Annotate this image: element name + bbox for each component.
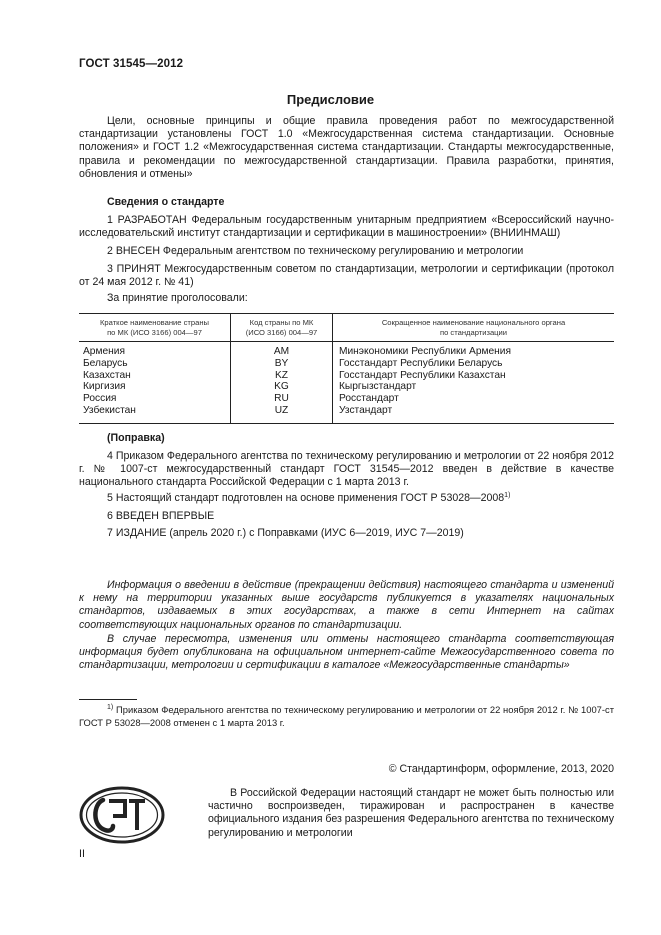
voting-table [79, 313, 614, 424]
column-header-code-line2: (ИСО 3166) 004—97 [245, 327, 318, 337]
national-body-cell: Минэкономики Республики Армения [339, 346, 511, 357]
about-heading: Сведения о стандарте [107, 196, 225, 208]
column-header-country [79, 314, 231, 342]
code-cell: UZ [231, 405, 333, 423]
national-body-cell: Узстандарт [339, 404, 393, 416]
table-row [79, 405, 614, 423]
info-paragraph-2: В случае пересмотра, изменения или отмены настоящего стандарта соответствующая информация будет опубликована на официальном интернет-сайте Межгосударственного совета по стандартизации, метрологии и сертификации в каталоге «Межгосударственные стандарты» [79, 633, 614, 672]
reproduction-notice: В Российской Федерации настоящий стандарт не может быть полностью или частично воспроизведен, тиражирован и распространен в качестве официального издания без разрешения Федерального агентства по техническому регулированию и метрологии [208, 787, 614, 839]
page-title: Предисловие [286, 92, 375, 107]
footnote-mark: 1) [107, 704, 114, 711]
document-code-header: ГОСТ 31545—2012 [79, 58, 184, 70]
item-4-paragraph: 4 Приказом Федерального агентства по техническому регулированию и метрологии от 22 ноября 2012 г. № 1007-ст межгосударственный стандарт ГОСТ 31545—2012 введен в действие в качестве национального стандарта Российской Федерации с 1 марта 2013 г. [79, 450, 614, 489]
table-row [79, 393, 614, 405]
country-cell: Беларусь [79, 358, 231, 370]
footnote-divider [79, 699, 137, 700]
page-number: II [79, 848, 85, 860]
rst-certification-logo [79, 786, 165, 844]
table-row [79, 381, 614, 393]
item-5-text: 5 Настоящий стандарт подготовлен на основе применения ГОСТ Р 53028—2008 [107, 492, 505, 504]
national-body-cell: Госстандарт Республики Казахстан [339, 369, 506, 381]
country-cell: Узбекистан [79, 405, 231, 423]
amendment-label: (Поправка) [107, 432, 165, 444]
copyright-line: © Стандартинформ, оформление, 2013, 2020 [388, 763, 614, 775]
item-5-paragraph [79, 492, 614, 505]
intro-paragraph: Цели, основные принципы и общие правила проведения работ по межгосударственной стандартизации установлены ГОСТ 1.0 «Межгосударственная система стандартизации. Основные положения» и ГОСТ 1.2 «Межгосударственная система стандартизации. Стандарты межгосударственные, правила и рекомендации по межгосударственной стандартизации. Правила разработки, принятия, обновления и отмены» [79, 115, 614, 180]
column-header-body-line2: по стандартизации [439, 327, 508, 337]
item-3-paragraph: 3 ПРИНЯТ Межгосударственным советом по стандартизации, метрологии и сертификации (протокол от 24 мая 2012 г. № 41) [79, 263, 614, 289]
footnote-reference: 1) [504, 492, 511, 499]
national-body-cell: Кыргызстандарт [339, 381, 417, 393]
code-cell: AM [231, 342, 333, 358]
footnote-text: Приказом Федерального агентства по техническому регулированию и метрологии от 22 ноября 2012 г. № 1007-ст ГОСТ Р 53028—2008 отменен с 1 марта 2013 г. [79, 704, 614, 728]
column-header-code [231, 314, 333, 342]
item-2-paragraph: 2 ВНЕСЕН Федеральным агентством по техническому регулированию и метрологии [107, 245, 524, 257]
info-paragraph-1: Информация о введении в действие (прекращении действия) настоящего стандарта и изменений к нему на территории указанных выше государств публикуется в указателях национальных стандартов, издаваемых в этих государствах, а также в сети Интернет на сайтах соответствующих национальных органов по стандартизации. [79, 579, 614, 631]
code-cell: BY [231, 358, 333, 370]
country-cell: Киргизия [79, 381, 231, 393]
column-header-code-line1: Код страны по МК [249, 317, 314, 327]
code-cell: KG [231, 381, 333, 393]
code-cell: KZ [231, 370, 333, 382]
table-row [79, 370, 614, 382]
column-header-national-body [333, 314, 615, 342]
item-1-paragraph: 1 РАЗРАБОТАН Федеральным государственным унитарным предприятием «Всероссийский научно-исследовательский институт стандартизации и сертификации в машиностроении» (ВНИИНМАШ) [79, 214, 614, 240]
item-6-paragraph: 6 ВВЕДЕН ВПЕРВЫЕ [107, 510, 215, 522]
table-header-row [79, 314, 614, 342]
item-7-paragraph: 7 ИЗДАНИЕ (апрель 2020 г.) с Поправками (ИУС 6—2019, ИУС 7—2019) [107, 527, 464, 539]
footnote [79, 704, 614, 729]
country-cell: Казахстан [79, 370, 231, 382]
voted-label: За принятие проголосовали: [107, 292, 248, 304]
country-cell: Россия [79, 393, 231, 405]
national-body-cell: Госстандарт Республики Беларусь [339, 357, 503, 369]
table-row [79, 342, 614, 358]
table-row [79, 358, 614, 370]
national-body-cell: Росстандарт [339, 393, 399, 405]
column-header-body-line1: Сокращенное наименование национального органа [381, 317, 566, 327]
column-header-country-line1: Краткое наименование страны [100, 317, 209, 327]
code-cell: RU [231, 393, 333, 405]
country-cell: Армения [79, 342, 231, 358]
column-header-country-line2: по МК (ИСО 3166) 004—97 [107, 327, 202, 337]
